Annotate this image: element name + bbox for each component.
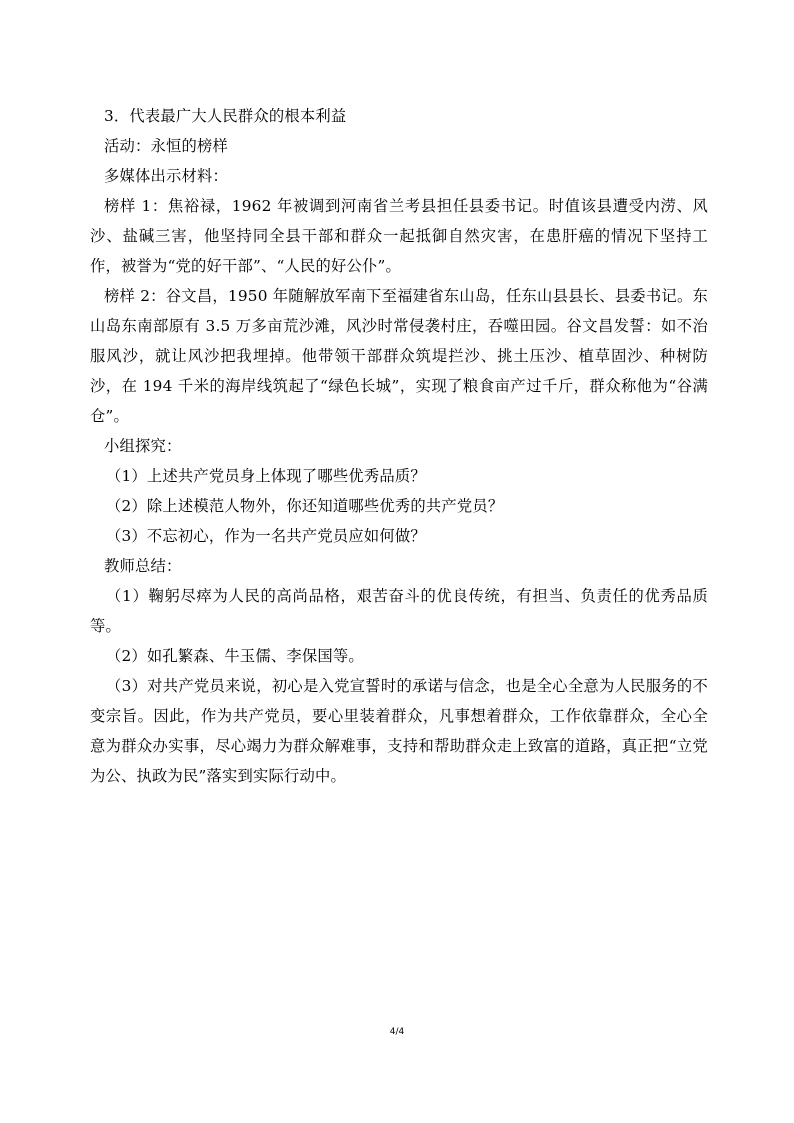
group-inquiry-heading: 小组探究： — [104, 437, 182, 455]
question-1: （1）上述共产党员身上体现了哪些优秀品质？ — [106, 467, 426, 485]
activity-title: 活动：永恒的榜样 — [104, 137, 228, 155]
page-number: 4/4 — [389, 1027, 405, 1037]
material-intro: 多媒体出示材料： — [104, 167, 228, 185]
question-2: （2）除上述模范人物外，你还知道哪些优秀的共产党员？ — [106, 497, 504, 515]
example-2-paragraph: 榜样 2：谷文昌，1950 年随解放军南下至福建省东山岛，任东山县县长、县委书记。东山岛东南部原有 3.5 万多亩荒沙滩，风沙时常侵袭村庄，吞噬田园。谷文昌发誓：如不治服风沙，就让风沙把我埋掉。他带领干部群众筑堤拦沙、挑土压沙、植草固沙、种树防沙，在 194 千米的海岸线筑起了“绿色长城”，实现了粮食亩产过千斤，群众称他为“谷满仓”。 — [90, 287, 708, 425]
document-body — [90, 101, 708, 791]
answer-1: （1）鞠躬尽瘁为人民的高尚品格，艰苦奋斗的优良传统，有担当、负责任的优秀品质等。 — [90, 587, 708, 635]
example-1-paragraph: 榜样 1：焦裕禄，1962 年被调到河南省兰考县担任县委书记。时值该县遭受内涝、风沙、盐碱三害，他坚持同全县干部和群众一起抵御自然灾害，在患肝癌的情况下坚持工作，被誉为“党的好干部”、“人民的好公仆”。 — [90, 197, 708, 275]
teacher-summary-heading: 教师总结： — [104, 557, 182, 575]
answer-2: （2）如孔繁森、牛玉儒、李保国等。 — [106, 647, 364, 665]
answer-3: （3）对共产党员来说，初心是入党宣誓时的承诺与信念，也是全心全意为人民服务的不变宗旨。因此，作为共产党员，要心里装着群众，凡事想着群众，工作依靠群众，全心全意为群众办实事，尽心竭力为群众解难事，支持和帮助群众走上致富的道路，真正把“立党为公、执政为民”落实到实际行动中。 — [90, 677, 708, 785]
section-heading: 3．代表最广大人民群众的根本利益 — [104, 107, 347, 125]
question-3: （3）不忘初心，作为一名共产党员应如何做？ — [106, 527, 426, 545]
